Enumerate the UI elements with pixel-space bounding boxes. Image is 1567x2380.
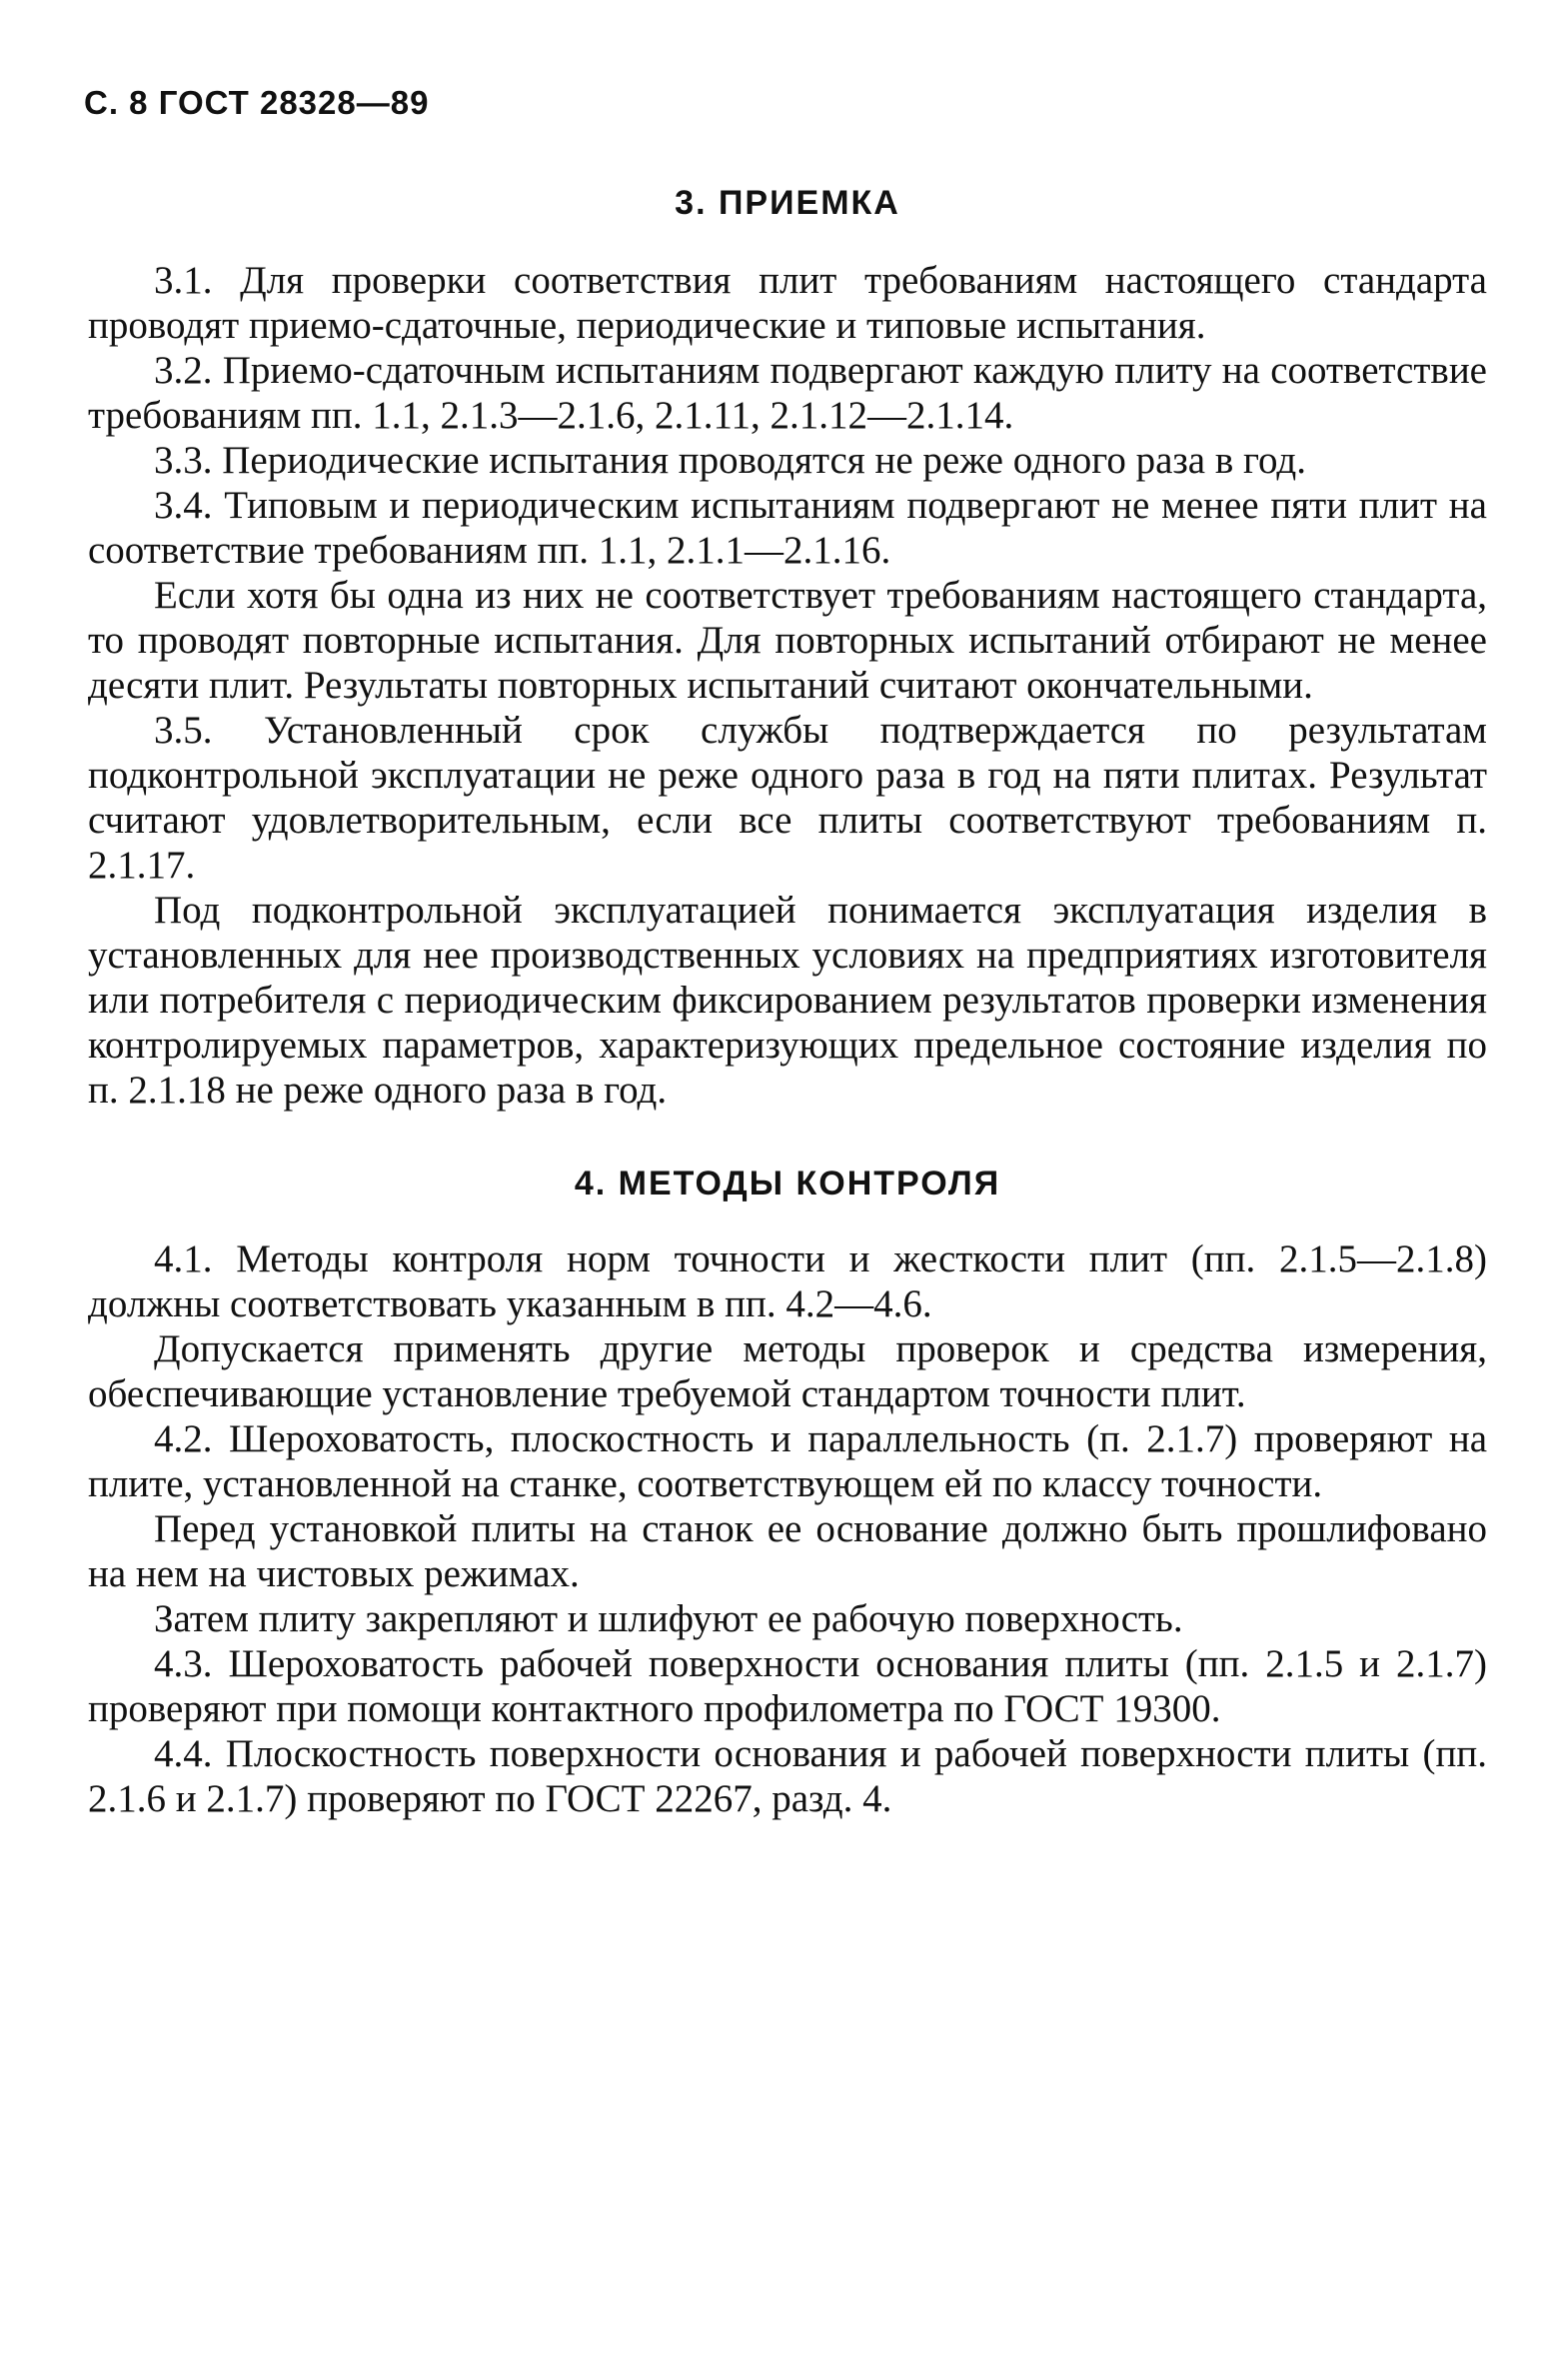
paragraph-4-1: 4.1. Методы контроля норм точности и жесткости плит (пп. 2.1.5—2.1.8) должны соответствовать указанным в пп. 4.2—4.6. bbox=[88, 1237, 1487, 1325]
section-title-acceptance: 3. ПРИЕМКА bbox=[675, 184, 900, 222]
paragraph-3-1: 3.1. Для проверки соответствия плит требованиям настоящего стандарта проводят приемо-сдаточные, периодические и типовые испытания. bbox=[88, 259, 1487, 347]
paragraph-4-2: 4.2. Шероховатость, плоскостность и параллельность (п. 2.1.7) проверяют на плите, установленной на станке, соответствующем ей по классу точности. bbox=[88, 1417, 1487, 1505]
running-header: С. 8 ГОСТ 28328—89 bbox=[84, 84, 430, 121]
paragraph-3-4: 3.4. Типовым и периодическим испытаниям подвергают не менее пяти плит на соответствие требованиям пп. 1.1, 2.1.1—2.1.16. bbox=[88, 484, 1487, 572]
paragraph-3-3: 3.3. Периодические испытания проводятся не реже одного раза в год. bbox=[154, 439, 1307, 482]
paragraph-3-5: 3.5. Установленный срок службы подтверждается по результатам подконтрольной эксплуатации не реже одного раза в год на пяти плитах. Результат считают удовлетворительным, если все плиты соответствуют требованиям п. 2.1.17. bbox=[88, 709, 1487, 887]
paragraph-3-4-retest: Если хотя бы одна из них не соответствует требованиям настоящего стандарта, то проводят повторные испытания. Для повторных испытаний отбирают не менее десяти плит. Результаты повторных испытаний считают окончательными. bbox=[88, 574, 1487, 707]
document-body bbox=[88, 172, 1487, 1821]
paragraph-4-2-grinding: Затем плиту закрепляют и шлифуют ее рабочую поверхность. bbox=[154, 1597, 1183, 1640]
paragraph-4-4: 4.4. Плоскостность поверхности основания и рабочей поверхности плиты (пп. 2.1.6 и 2.1.7) проверяют по ГОСТ 22267, разд. 4. bbox=[88, 1732, 1487, 1820]
paragraph-4-3: 4.3. Шероховатость рабочей поверхности основания плиты (пп. 2.1.5 и 2.1.7) проверяют при помощи контактного профилометра по ГОСТ 19300. bbox=[88, 1642, 1487, 1730]
paragraph-4-1-alternatives: Допускается применять другие методы проверок и средства измерения, обеспечивающие установление требуемой стандартом точности плит. bbox=[88, 1327, 1487, 1415]
paragraph-3-2: 3.2. Приемо-сдаточным испытаниям подвергают каждую плиту на соответствие требованиям пп. 1.1, 2.1.3—2.1.6, 2.1.11, 2.1.12—2.1.14. bbox=[88, 349, 1487, 437]
paragraph-3-5-definition: Под подконтрольной эксплуатацией понимается эксплуатация изделия в установленных для нее производственных условиях на предприятиях изготовителя или потребителя с периодическим фиксированием результатов проверки изменения контролируемых параметров, характеризующих предельное состояние изделия по п. 2.1.18 не реже одного раза в год. bbox=[88, 889, 1487, 1112]
section-acceptance bbox=[88, 180, 1487, 1113]
section-title-control-methods: 4. МЕТОДЫ КОНТРОЛЯ bbox=[574, 1165, 1001, 1202]
section-control-methods bbox=[88, 1161, 1487, 1821]
paragraph-4-2-preparation: Перед установкой плиты на станок ее основание должно быть прошлифовано на нем на чистовых режимах. bbox=[88, 1507, 1487, 1595]
